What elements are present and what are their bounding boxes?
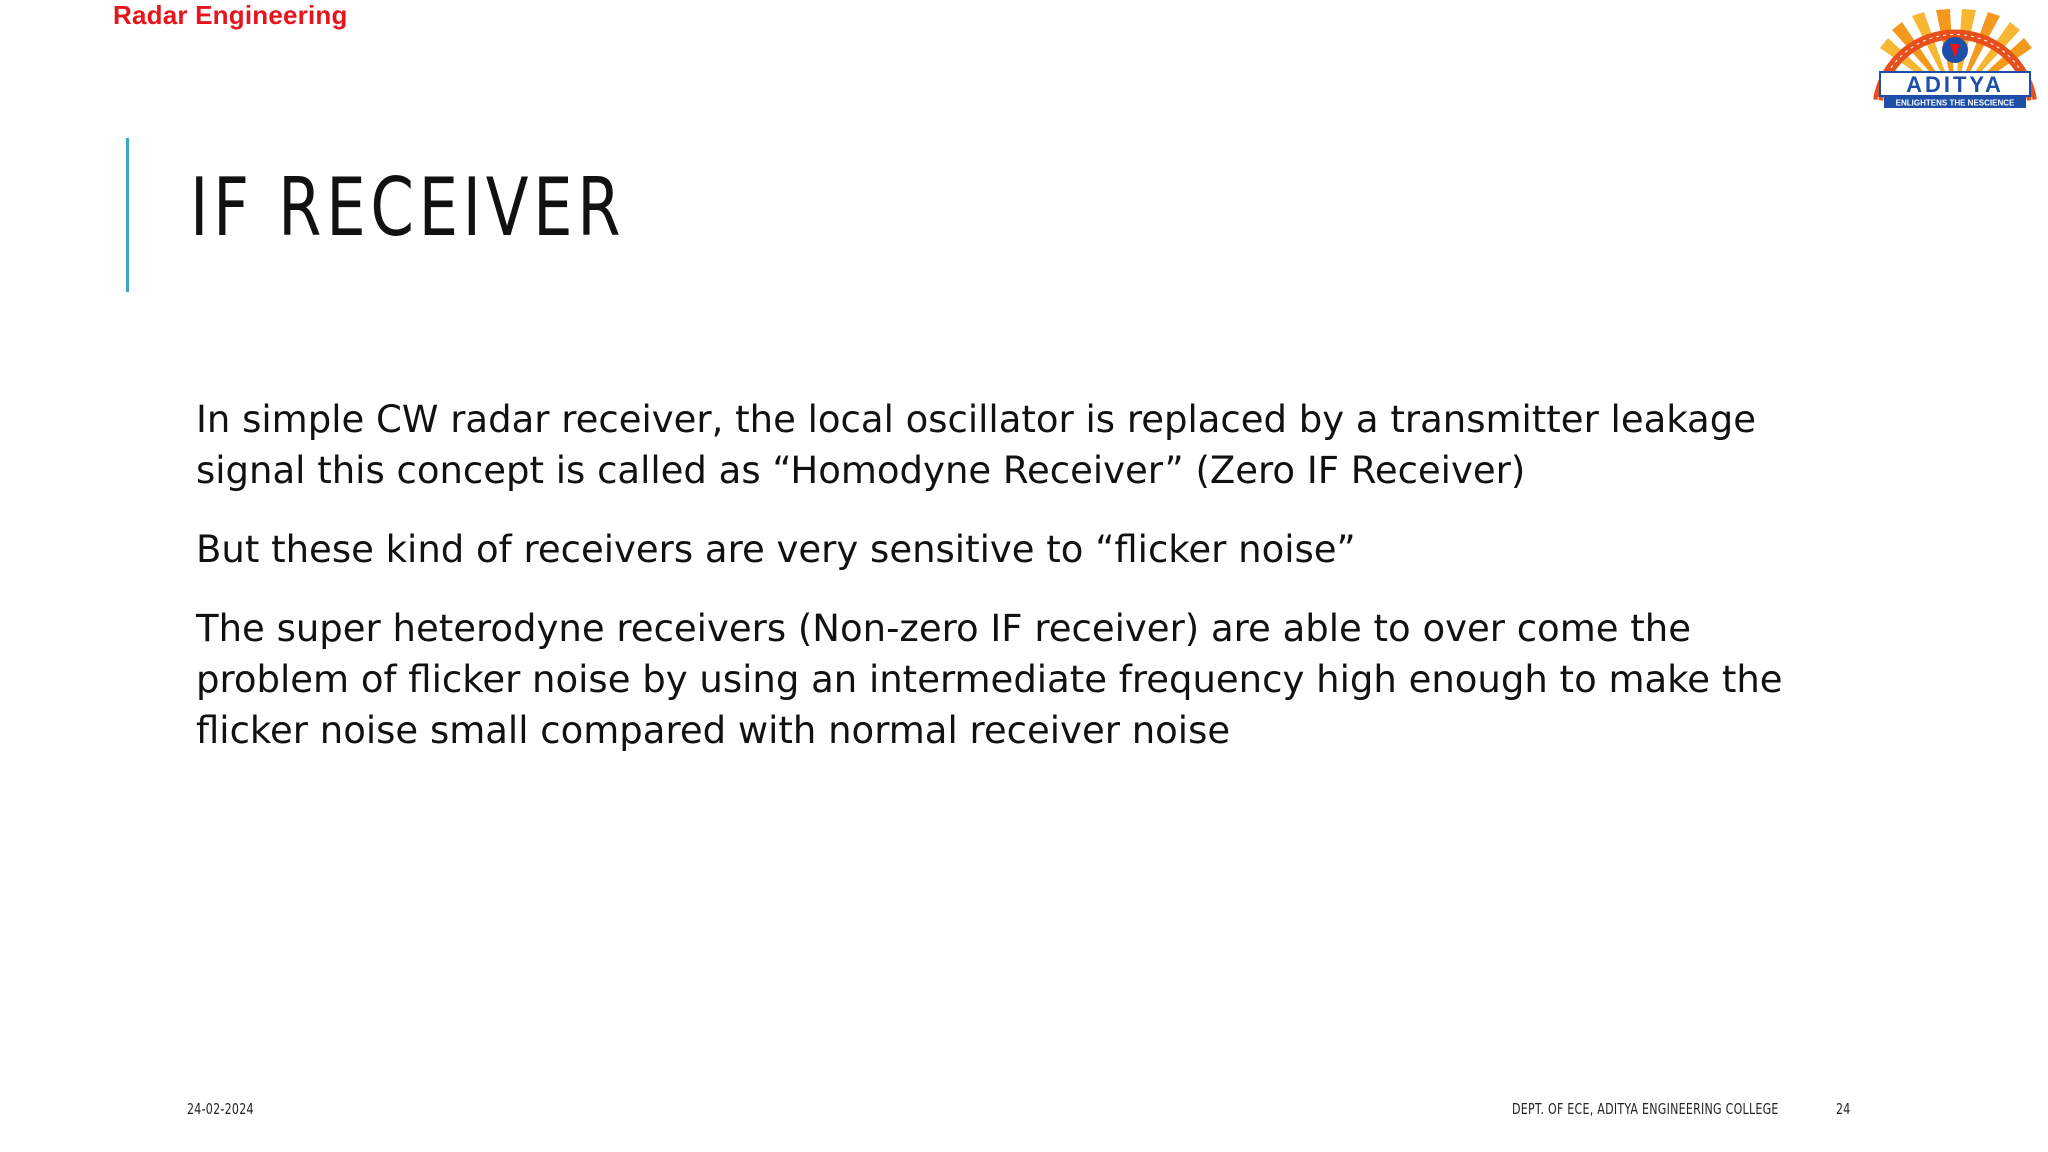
logo-tagline: ENLIGHTENS THE NESCIENCE — [1895, 98, 2015, 108]
course-title: Radar Engineering — [113, 0, 348, 30]
paragraph-flicker-noise: But these kind of receivers are very sensitive to “flicker noise” — [196, 528, 1356, 571]
paragraph-homodyne: In simple CW radar receiver, the local oscillator is replaced by a transmitter leakage signal this concept is called as “Homodyne Receiver” (Zero IF Receiver) — [196, 398, 1756, 492]
footer-page-number: 24 — [1836, 1100, 1851, 1118]
footer-date: 24-02-2024 — [187, 1100, 254, 1118]
slide-body — [196, 394, 1836, 784]
title-accent-bar — [126, 138, 129, 292]
logo-name: ADITYA — [1906, 72, 2004, 97]
footer-department: DEPT. OF ECE, ADITYA ENGINEERING COLLEGE — [1512, 1100, 1779, 1118]
slide-title: IF RECEIVER — [190, 161, 626, 254]
college-logo — [1870, 8, 2040, 118]
paragraph-superheterodyne: The super heterodyne receivers (Non-zero IF receiver) are able to over come the problem of flicker noise by using an intermediate frequency high enough to make the flicker noise small compared with normal receiver noise — [196, 607, 1783, 752]
